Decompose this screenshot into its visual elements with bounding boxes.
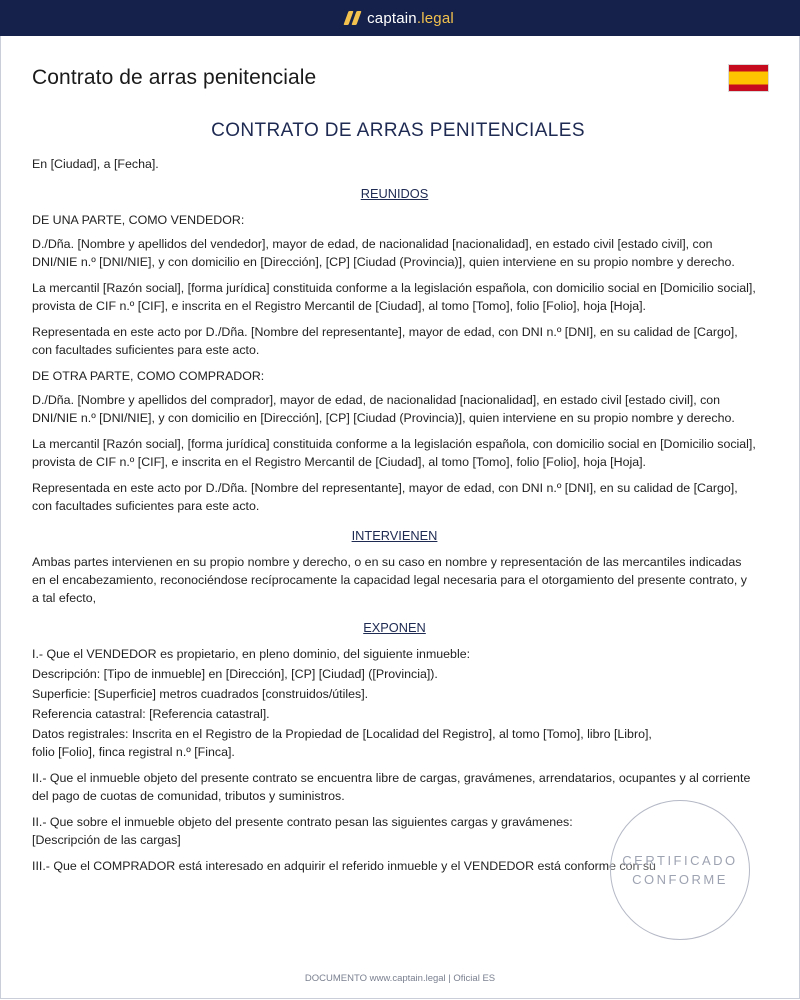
vendedor-paragraph-3: Representada en este acto por D./Dña. [Nombre del representante], mayor de edad, con DNI n.º [DNI], en su calidad de [Cargo], con facultades suficientes para este acto. [32, 325, 738, 357]
exponen-iii: III.- Que el COMPRADOR está interesado en adquirir el referido inmueble y el VENDEDOR está conforme con su [32, 859, 656, 873]
page-footer: DOCUMENTO www.captain.legal | Oficial ES [304, 973, 496, 984]
top-bar [0, 0, 800, 36]
comprador-paragraph-1: D./Dña. [Nombre y apellidos del comprador], mayor de edad, de nacionalidad [nacionalidad], en estado civil [estado civil], con DNI/NIE n.º [DNI/NIE], y con domicilio en [Dirección], [CP] [Ciudad (Provincia)], quien interviene en su propio nombre y derecho. [32, 393, 735, 425]
descripcion-line: Descripción: [Tipo de inmueble] en [Dirección], [CP] [Ciudad] ([Provincia]). [32, 667, 438, 681]
intro-line: En [Ciudad], a [Fecha]. [32, 157, 159, 171]
exponen-ii-a: II.- Que el inmueble objeto del presente contrato se encuentra libre de cargas, gravámenes, arrendatarios, ocupantes y al corriente del pago de cuotas de comunidad, tributos y suministros. [32, 771, 751, 803]
vendedor-label: DE UNA PARTE, COMO VENDEDOR: [32, 213, 245, 227]
spain-flag-icon [728, 64, 769, 92]
vendedor-paragraph-2: La mercantil [Razón social], [forma jurídica] constituida conforme a la legislación española, con domicilio social en [Domicilio social], provista de CIF n.º [CIF], e inscrita en el Registro Mercantil de [Ciudad], al tomo [Tomo], folio [Folio], hoja [Hoja]. [32, 281, 756, 313]
exponen-i: I.- Que el VENDEDOR es propietario, en pleno dominio, del siguiente inmueble: [32, 647, 471, 661]
double-slash-logo-icon [344, 11, 362, 25]
document-body [32, 155, 757, 883]
vendedor-paragraph-1: D./Dña. [Nombre y apellidos del vendedor], mayor de edad, de nacionalidad [nacionalidad], en estado civil [estado civil], con DNI/NIE n.º [DNI/NIE], y con domicilio en [Dirección], [CP] [Ciudad (Provincia)], quien interviene en su propio nombre y derecho. [32, 237, 735, 269]
comprador-paragraph-3: Representada en este acto por D./Dña. [Nombre del representante], mayor de edad, con DNI n.º [DNI], en su calidad de [Cargo], con facultades suficientes para este acto. [32, 481, 738, 513]
page-title: Contrato de arras penitenciale [32, 66, 317, 89]
superficie-line: Superficie: [Superficie] metros cuadrados [construidos/útiles]. [32, 687, 369, 701]
section-reunidos: REUNIDOS [360, 186, 429, 201]
certified-stamp [610, 800, 750, 940]
stamp-line-1: CERTIFICADO [622, 853, 738, 868]
referencia-line: Referencia catastral: [Referencia catastral]. [32, 707, 270, 721]
brand[interactable] [346, 10, 454, 27]
intervienen-paragraph: Ambas partes intervienen en su propio nombre y derecho, o en su caso en nombre y representación de las mercantiles indicadas en el encabezamiento, reconociéndose recíprocamente la capacidad legal necesaria para el otorgamiento del presente contrato, y a tal efecto, [32, 555, 747, 605]
section-intervienen: INTERVIENEN [351, 528, 438, 543]
brand-name: captain.legal [367, 9, 454, 27]
document-heading: CONTRATO DE ARRAS PENITENCIALES [211, 120, 585, 141]
stamp-line-2: CONFORME [632, 872, 728, 887]
section-exponen: EXPONEN [363, 620, 426, 635]
comprador-paragraph-2: La mercantil [Razón social], [forma jurídica] constituida conforme a la legislación española, con domicilio social en [Domicilio social], provista de CIF n.º [CIF], e inscrita en el Registro Mercantil de [Ciudad], al tomo [Tomo], folio [Folio], hoja [Hoja]. [32, 437, 756, 469]
comprador-label: DE OTRA PARTE, COMO COMPRADOR: [32, 369, 265, 383]
exponen-ii-b: II.- Que sobre el inmueble objeto del presente contrato pesan las siguientes cargas y gravámenes: [Descripción de las cargas] [32, 815, 573, 847]
datos-registrales-line: Datos registrales: Inscrita en el Registro de la Propiedad de [Localidad del Registro], al tomo [Tomo], libro [Libro], folio [Folio], finca registral n.º [Finca]. [32, 727, 652, 759]
